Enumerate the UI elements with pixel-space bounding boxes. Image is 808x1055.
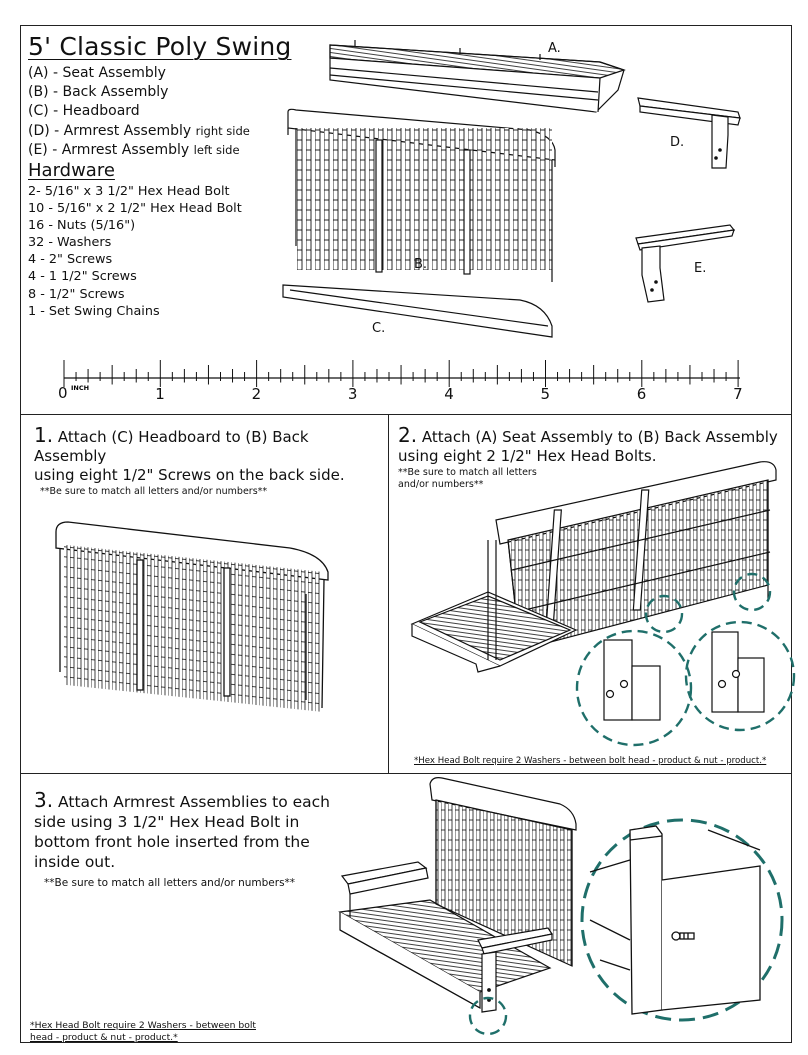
ruler-number: 7 <box>733 385 743 403</box>
part-item: (D) - Armrest Assembly right side <box>28 122 250 139</box>
label-b: B. <box>414 257 428 272</box>
step2-line2: using eight 2 1/2" Hex Head Bolts. <box>398 447 657 465</box>
hardware-item: 2- 5/16" x 3 1/2" Hex Head Bolt <box>28 184 230 199</box>
step3-line1: Attach Armrest Assemblies to each <box>58 793 330 811</box>
label-c: C. <box>372 321 386 336</box>
step3-line4: inside out. <box>34 853 116 871</box>
page-title: 5' Classic Poly Swing <box>28 32 292 61</box>
step2-note-line2: and/or numbers** <box>398 479 484 490</box>
hardware-heading: Hardware <box>28 160 115 181</box>
hardware-item: 1 - Set Swing Chains <box>28 303 160 319</box>
hardware-item: 32 - Washers <box>28 235 112 251</box>
ruler-number: 2 <box>251 385 262 403</box>
ruler-number: 5 <box>540 385 551 403</box>
ruler-number: 6 <box>636 385 647 403</box>
step3-line3: bottom front hole inserted from the <box>34 833 310 851</box>
step2-bottom-note: *Hex Head Bolt require 2 Washers - between bolt head - product & nut - product.* <box>414 756 767 766</box>
step1-number: 1. <box>34 423 54 447</box>
step2-note-line1: **Be sure to match all letters <box>398 467 537 478</box>
step3-note: **Be sure to match all letters and/or numbers** <box>44 877 296 889</box>
step1-line1: Attach (C) Headboard to (B) Back Assembly <box>34 428 309 465</box>
step3-number: 3. <box>34 788 54 812</box>
hardware-item: 4 - 2" Screws <box>28 252 113 268</box>
step1-line2: using eight 1/2" Screws on the back side. <box>34 466 345 484</box>
step2-line1: Attach (A) Seat Assembly to (B) Back Assembly <box>421 428 778 446</box>
hardware-item: 16 - Nuts (5/16") <box>28 218 136 234</box>
ruler-number: 4 <box>444 385 454 403</box>
label-e: E. <box>694 261 707 276</box>
step3-bottom-note-line1: *Hex Head Bolt require 2 Washers - between bolt <box>30 1020 257 1031</box>
label-a: A. <box>548 41 561 56</box>
step1-note: **Be sure to match all letters and/or numbers** <box>40 486 268 497</box>
part-item: (B) - Back Assembly <box>28 84 169 101</box>
hardware-item: 10 - 5/16" x 2 1/2" Hex Head Bolt <box>28 201 242 217</box>
ruler-unit: INCH <box>71 384 90 392</box>
ruler-number: 3 <box>347 385 358 403</box>
step3-bottom-note-line2: head - product & nut - product.* <box>30 1032 178 1043</box>
label-d: D. <box>670 135 685 150</box>
ruler-zero: 0 <box>58 384 68 402</box>
ruler-number: 1 <box>155 385 165 403</box>
step3-line2: side using 3 1/2" Hex Head Bolt in <box>34 813 300 831</box>
hardware-item: 4 - 1 1/2" Screws <box>28 269 137 285</box>
part-item: (E) - Armrest Assembly left side <box>28 141 240 158</box>
part-item: (A) - Seat Assembly <box>28 65 166 81</box>
step2-number: 2. <box>398 423 418 447</box>
hardware-item: 8 - 1/2" Screws <box>28 286 125 302</box>
part-item: (C) - Headboard <box>28 103 140 120</box>
